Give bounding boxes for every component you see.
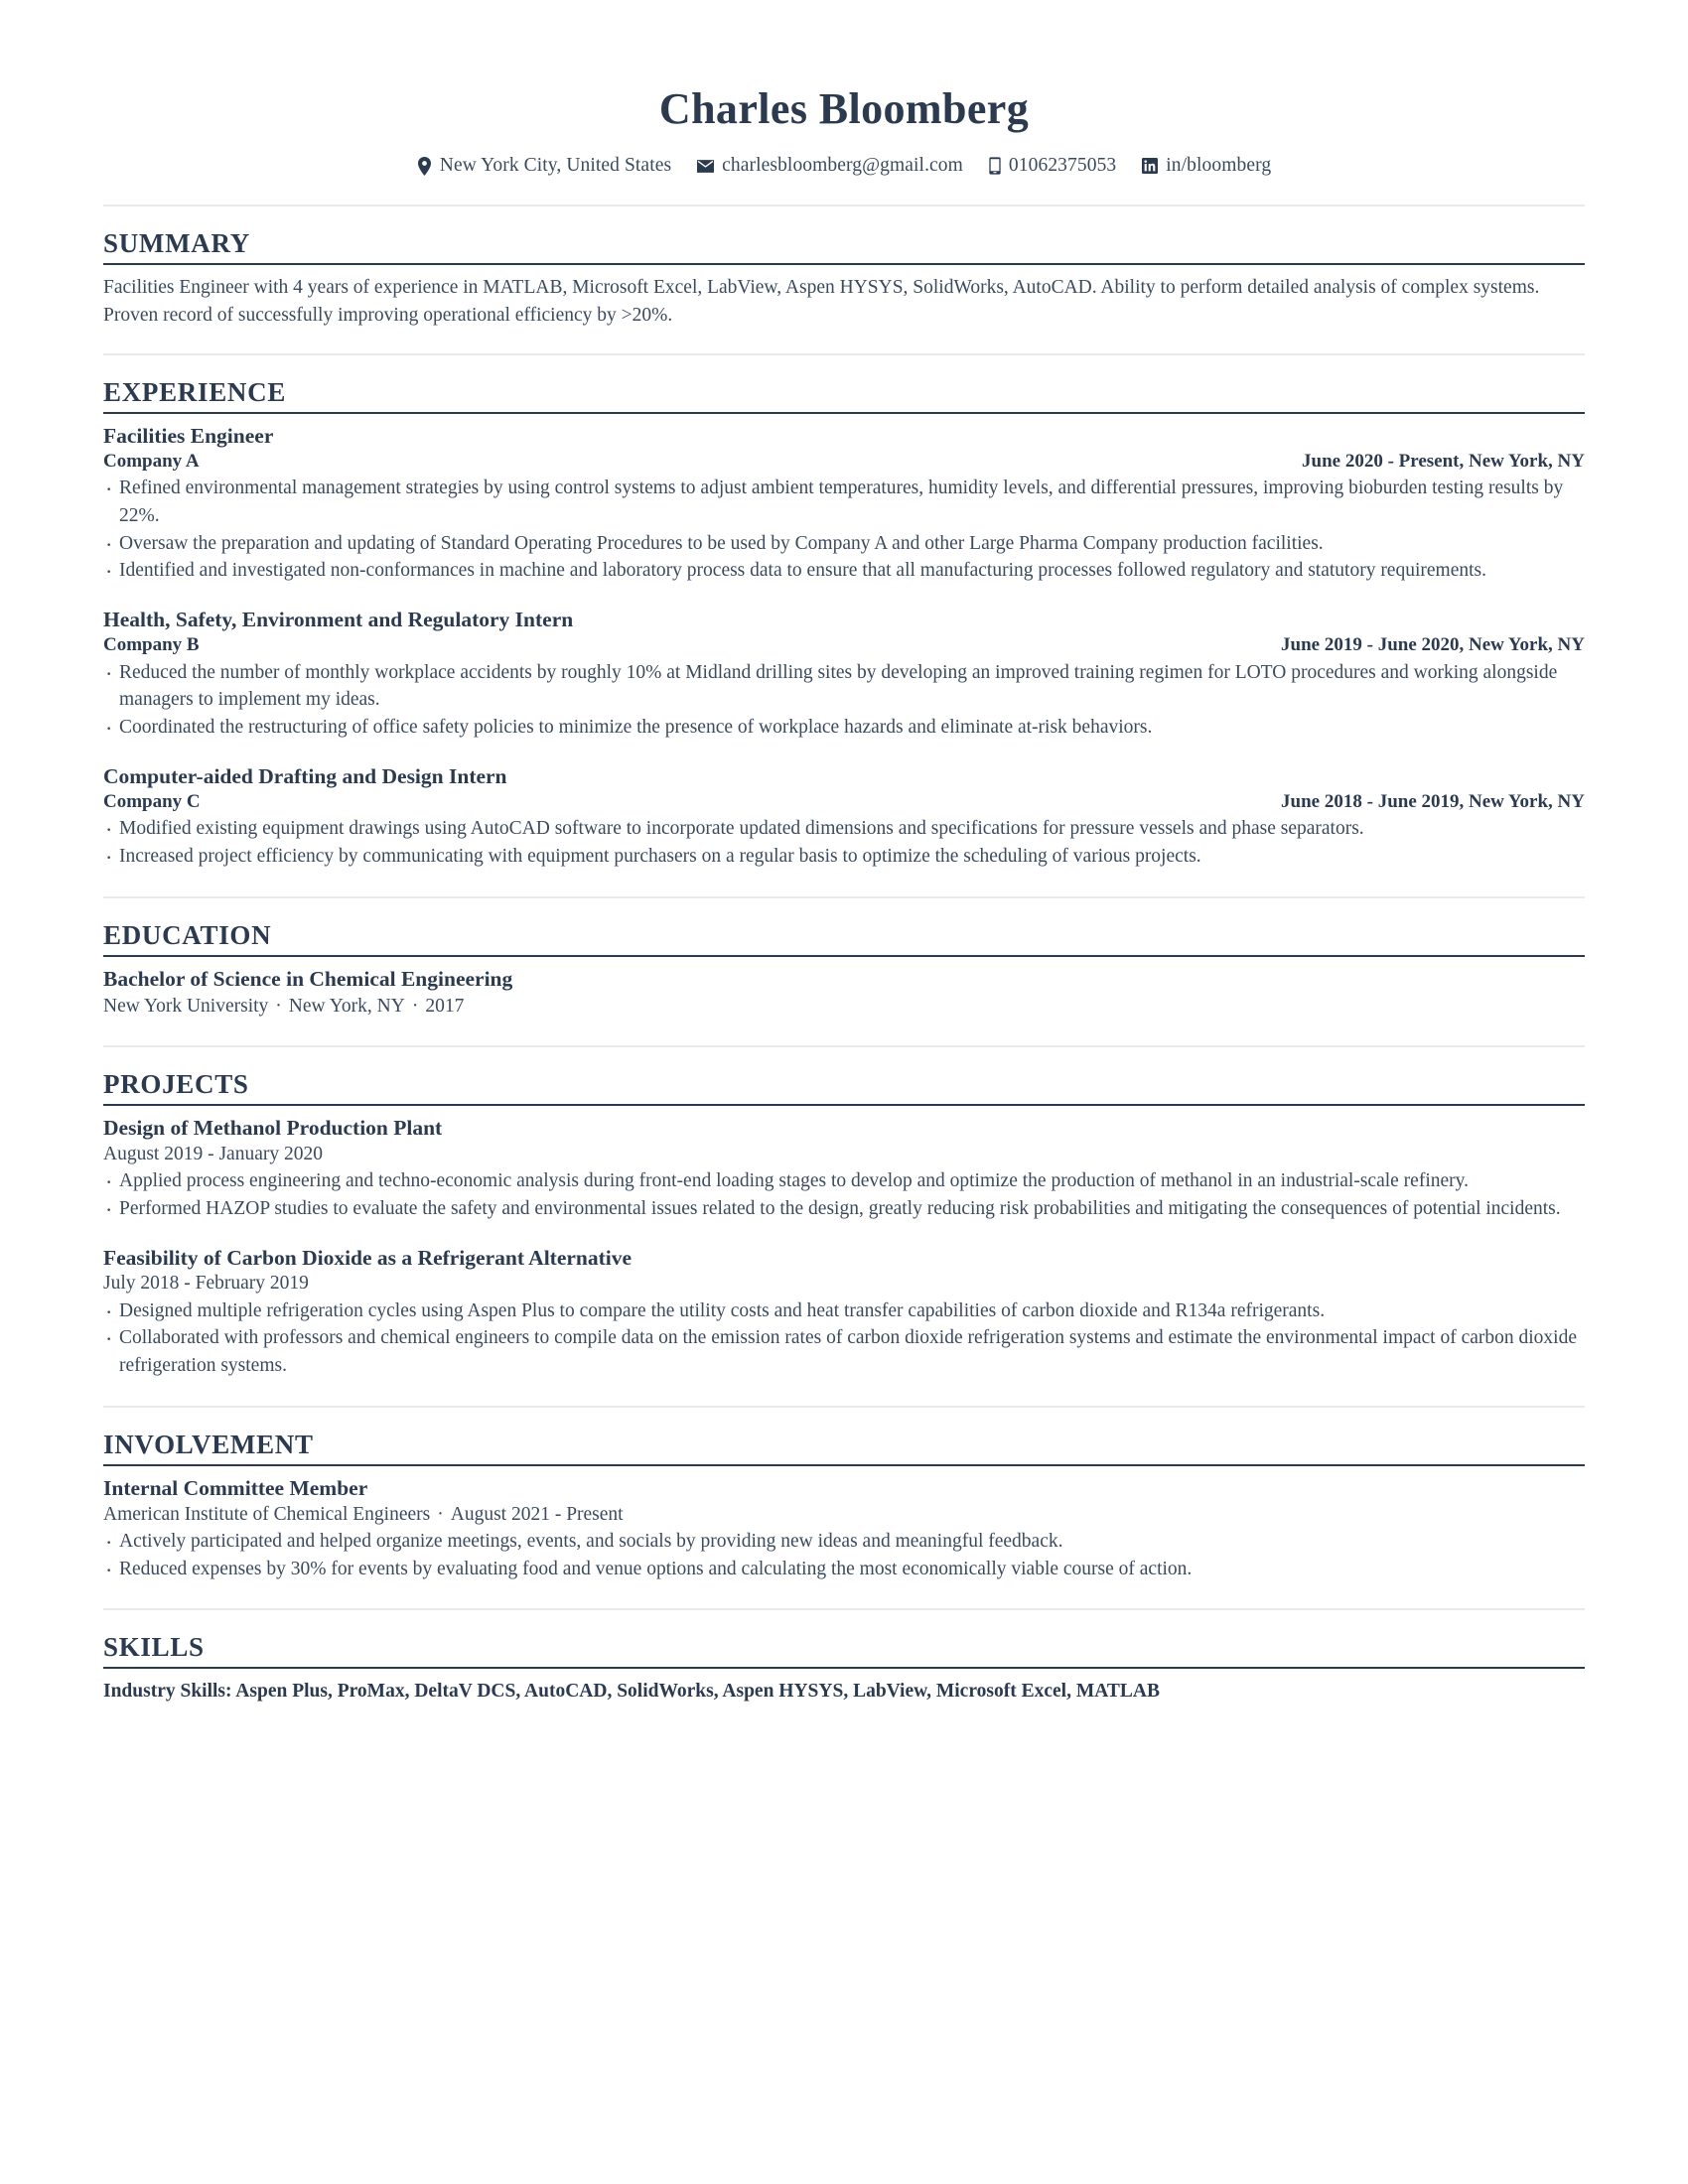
- section-title-skills: SKILLS: [103, 1632, 205, 1663]
- list-item: · Applied process engineering and techno-economic analysis during front-end loading stages to develop and optimize the production of methanol in an industrial-scale refinery.: [103, 1167, 1585, 1195]
- involvement-role: Internal Committee Member: [103, 1475, 368, 1500]
- list-item: · Reduced the number of monthly workplace accidents by roughly 10% at Midland drilling sites by developing an improved training regimen for LOTO procedures and working alongside managers to implement my ideas.: [103, 659, 1585, 714]
- project-bullets: [103, 1297, 1585, 1380]
- section-rule: [103, 1464, 1585, 1466]
- contact-email[interactable]: [697, 155, 963, 177]
- dot-separator: ·: [275, 995, 282, 1017]
- page-title: Charles Bloomberg: [658, 84, 1030, 133]
- contact-email-text: charlesbloomberg@gmail.com: [722, 155, 963, 177]
- section-title-projects: PROJECTS: [103, 1068, 249, 1099]
- project-title: Feasibility of Carbon Dioxide as a Refrigerant Alternative: [103, 1245, 633, 1270]
- job-title: Facilities Engineer: [103, 423, 274, 448]
- project-entry: [103, 1115, 1585, 1223]
- list-item: · Designed multiple refrigeration cycles using Aspen Plus to compare the utility costs and heat transfer capabilities of carbon dioxide and R134a refrigerants.: [103, 1297, 1585, 1325]
- section-rule: [103, 263, 1585, 265]
- job-dates: June 2019 - June 2020, New York, NY: [1281, 634, 1585, 656]
- job-company: Company C: [103, 790, 201, 812]
- section-title-experience: EXPERIENCE: [103, 376, 287, 407]
- list-item: · Modified existing equipment drawings using AutoCAD software to incorporate updated dimensions and specifications for pressure vessels and phase separators.: [103, 815, 1585, 843]
- list-item: · Reduced expenses by 30% for events by evaluating food and venue options and calculating the most economically viable course of action.: [103, 1556, 1585, 1583]
- skills-text: Industry Skills: Aspen Plus, ProMax, DeltaV DCS, AutoCAD, SolidWorks, Aspen HYSYS, LabView, Microsoft Excel, MATLAB: [103, 1681, 1160, 1703]
- job-bullets: [103, 659, 1585, 742]
- graduation-year: 2017: [425, 995, 465, 1017]
- section-title-involvement: INVOLVEMENT: [103, 1429, 314, 1459]
- list-item: · Identified and investigated non-conformances in machine and laboratory process data to ensure that all manufacturing processes followed regulatory and statutory requirements.: [103, 557, 1585, 585]
- section-rule: [103, 1104, 1585, 1106]
- list-item: · Collaborated with professors and chemical engineers to compile data on the emission rates of carbon dioxide refrigeration systems and estimate the environmental impact of carbon dioxide refrigeration systems.: [103, 1324, 1585, 1379]
- section-rule: [103, 955, 1585, 957]
- experience-entry: [103, 763, 1585, 871]
- project-entry: [103, 1245, 1585, 1380]
- section-education: [103, 896, 1585, 1020]
- project-bullets: [103, 1167, 1585, 1222]
- project-dates: August 2019 - January 2020: [103, 1143, 323, 1164]
- project-title: Design of Methanol Production Plant: [103, 1116, 443, 1140]
- experience-entry: [103, 607, 1585, 742]
- section-involvement: [103, 1406, 1585, 1583]
- school-location: New York, NY: [288, 995, 405, 1017]
- envelope-icon: [697, 160, 714, 173]
- contact-row: [0, 155, 1688, 177]
- job-dates: June 2020 - Present, New York, NY: [1302, 450, 1585, 472]
- job-bullets: [103, 475, 1585, 585]
- section-summary: [103, 205, 1585, 329]
- experience-entry: [103, 423, 1585, 585]
- list-item: · Coordinated the restructuring of office safety policies to minimize the presence of workplace hazards and eliminate at-risk behaviors.: [103, 714, 1585, 742]
- list-item: · Refined environmental management strategies by using control systems to adjust ambient temperatures, humidity levels, and differential pressures, improving bioburden testing results by 22%.: [103, 475, 1585, 529]
- education-entry: [103, 966, 1585, 1020]
- list-item: · Oversaw the preparation and updating of Standard Operating Procedures to be used by Company A and other Large Pharma Company production facilities.: [103, 530, 1585, 558]
- job-meta: [103, 450, 1585, 475]
- involvement-meta: [103, 1502, 1585, 1528]
- section-experience: [103, 353, 1585, 871]
- contact-location-text: New York City, United States: [439, 155, 672, 177]
- dot-separator: ·: [437, 1503, 444, 1525]
- section-rule: [103, 1667, 1585, 1669]
- project-dates: July 2018 - February 2019: [103, 1273, 309, 1295]
- job-title: Health, Safety, Environment and Regulatory Intern: [103, 608, 574, 632]
- dot-separator: ·: [411, 995, 419, 1017]
- job-meta: [103, 633, 1585, 658]
- section-projects: [103, 1045, 1585, 1380]
- resume-header: [0, 0, 1688, 177]
- section-rule: [103, 412, 1585, 414]
- contact-location: [417, 155, 671, 177]
- job-company: Company A: [103, 450, 200, 472]
- involvement-dates: August 2021 - Present: [450, 1503, 624, 1525]
- section-title-education: EDUCATION: [103, 919, 272, 950]
- involvement-entry: [103, 1475, 1585, 1583]
- list-item: · Actively participated and helped organize meetings, events, and socials by providing new ideas and meaningful feedback.: [103, 1528, 1585, 1556]
- job-bullets: [103, 815, 1585, 870]
- contact-linkedin-text: in/bloomberg: [1166, 155, 1272, 177]
- job-title: Computer-aided Drafting and Design Intern: [103, 763, 507, 788]
- degree-title: Bachelor of Science in Chemical Engineering: [103, 966, 513, 991]
- section-title-summary: SUMMARY: [103, 228, 250, 259]
- job-company: Company B: [103, 634, 200, 656]
- involvement-org: American Institute of Chemical Engineers: [103, 1503, 431, 1525]
- job-dates: June 2018 - June 2019, New York, NY: [1281, 790, 1585, 812]
- list-item: · Increased project efficiency by communicating with equipment purchasers on a regular basis to optimize the scheduling of various projects.: [103, 843, 1585, 871]
- school-name: New York University: [103, 995, 269, 1017]
- education-meta: [103, 993, 1585, 1020]
- location-pin-icon: [417, 157, 432, 176]
- linkedin-icon: [1142, 158, 1158, 174]
- phone-icon: [989, 157, 1001, 175]
- list-item: · Performed HAZOP studies to evaluate the safety and environmental issues related to the design, greatly reducing risk probabilities and mitigating the consequences of potential incidents.: [103, 1195, 1585, 1223]
- contact-linkedin[interactable]: [1142, 155, 1271, 177]
- section-skills: [103, 1608, 1585, 1705]
- involvement-bullets: [103, 1528, 1585, 1582]
- contact-phone-text: 01062375053: [1008, 155, 1117, 177]
- job-meta: [103, 790, 1585, 815]
- summary-text: Facilities Engineer with 4 years of experience in MATLAB, Microsoft Excel, LabView, Aspen HYSYS, SolidWorks, AutoCAD. Ability to perform detailed analysis of complex systems. Proven record of successfully improving operational efficiency by >20%.: [103, 277, 1540, 327]
- contact-phone[interactable]: [989, 155, 1116, 177]
